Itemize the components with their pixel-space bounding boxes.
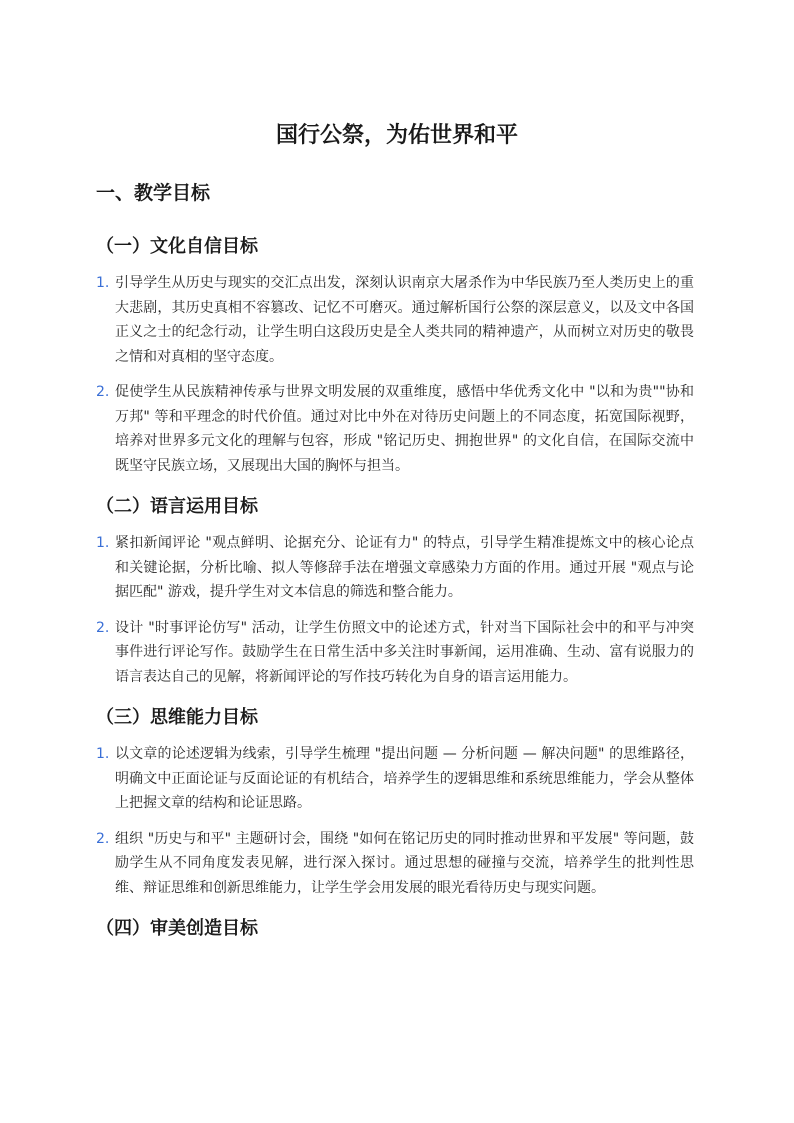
language-use-list — [96, 531, 694, 700]
list-item-text: 引导学生从历史与现实的交汇点出发，深刻认识南京大屠杀作为中华民族乃至人类历史上的重大悲剧，其历史真相不容篡改、记忆不可磨灭。通过解析国行公祭的深层意义，以及文中各国正义之士的纪念行动，让学生明白这段历史是全人类共同的精神遗产，从而树立对历史的敬畏之情和对真相的坚守态度。 — [115, 275, 694, 365]
list-item — [96, 827, 694, 901]
list-item-number: 1. — [96, 275, 110, 291]
list-item-text: 紧扣新闻评论 "观点鲜明、论据充分、论证有力" 的特点，引导学生精准提炼文中的核心论点和关键论据，分析比喻、拟人等修辞手法在增强文章感染力方面的作用。通过开展 "观点与论据匹配" 游戏，提升学生对文本信息的筛选和整合能力。 — [115, 535, 694, 600]
list-item-text: 组织 "历史与和平" 主题研讨会，围绕 "如何在铭记历史的同时推动世界和平发展" 等问题，鼓励学生从不同角度发表见解，进行深入探讨。通过思想的碰撞与交流，培养学生的批判性思维、辩证思维和创新思维能力，让学生学会用发展的眼光看待历史与现实问题。 — [115, 830, 694, 896]
subsection-heading-cultural-confidence: （一）文化自信目标 — [96, 236, 258, 257]
document-title: 国行公祭，为佑世界和平 — [275, 123, 518, 148]
subsection-heading-language-use: （二）语言运用目标 — [96, 496, 258, 517]
list-item — [96, 742, 694, 816]
thinking-ability-list — [96, 742, 694, 911]
list-item-number: 1. — [96, 535, 110, 551]
list-item-number: 2. — [96, 830, 110, 847]
section-heading-teaching-goals: 一、教学目标 — [96, 182, 211, 204]
list-item — [96, 616, 694, 690]
list-item-text: 设计 "时事评论仿写" 活动，让学生仿照文中的论述方式，针对当下国际社会中的和平与冲突事件进行评论写作。鼓励学生在日常生活中多关注时事新闻，运用准确、生动、富有说服力的语言表达自己的见解，将新闻评论的写作技巧转化为自身的语言运用能力。 — [115, 619, 694, 685]
subsection-heading-thinking-ability: （三）思维能力目标 — [96, 707, 258, 728]
list-item-text: 促使学生从民族精神传承与世界文明发展的双重维度，感悟中华优秀文化中 "以和为贵""协和万邦" 等和平理念的时代价值。通过对比中外在对待历史问题上的不同态度，拓宽国际视野，培养对世界多元文化的理解与包容，形成 "铭记历史、拥抱世界" 的文化自信，在国际交流中既坚守民族立场，又展现出大国的胸怀与担当。 — [115, 384, 694, 474]
subsection-heading-aesthetic-creation: （四）审美创造目标 — [96, 918, 258, 939]
list-item — [96, 271, 694, 369]
cultural-confidence-list — [96, 271, 694, 489]
list-item — [96, 380, 694, 478]
list-item-number: 1. — [96, 746, 110, 762]
list-item-number: 2. — [96, 384, 110, 400]
list-item-text: 以文章的论述逻辑为线索，引导学生梳理 "提出问题 — 分析问题 — 解决问题" 的思维路径，明确文中正面论证与反面论证的有机结合，培养学生的逻辑思维和系统思维能力，学会从整体上把握文章的结构和论证思路。 — [115, 746, 694, 811]
list-item — [96, 531, 694, 605]
list-item-number: 2. — [96, 619, 110, 636]
